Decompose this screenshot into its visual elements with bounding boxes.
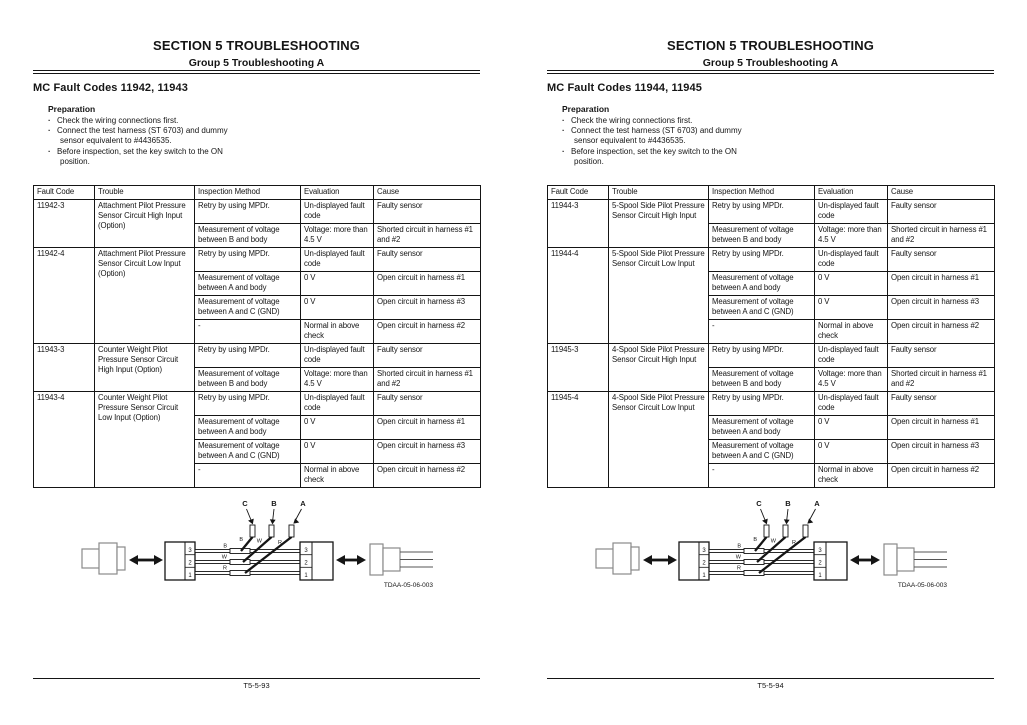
inspection-cell: Measurement of voltage between A and C (GND)	[195, 296, 301, 320]
inspection-cell: Measurement of voltage between A and C (GND)	[195, 440, 301, 464]
trouble-cell: Counter Weight Pilot Pressure Sensor Circuit Low Input (Option)	[95, 392, 195, 488]
list-item: · Before inspection, set the key switch to the ON	[561, 147, 781, 157]
list-item: · Check the wiring connections first.	[47, 116, 267, 126]
column-header: Inspection Method	[709, 186, 815, 200]
column-header: Evaluation	[815, 186, 888, 200]
trouble-cell: 5-Spool Side Pilot Pressure Sensor Circuit Low Input	[609, 248, 709, 344]
pin-label: 1	[702, 573, 706, 579]
column-header: Cause	[374, 186, 481, 200]
group-subtitle: Group 5 Troubleshooting A	[702, 57, 839, 69]
inspection-cell: -	[709, 320, 815, 344]
cause-cell: Faulty sensor	[374, 200, 481, 224]
probe-pointer-arrows	[761, 509, 816, 524]
cause-cell: Faulty sensor	[888, 248, 995, 272]
cause-cell: Faulty sensor	[888, 200, 995, 224]
cause-cell: Open circuit in harness #1	[888, 416, 995, 440]
wire-color-label: B	[737, 543, 741, 550]
evaluation-cell: 0 V	[815, 272, 888, 296]
footer-rule	[33, 678, 480, 679]
table-row	[548, 200, 995, 224]
wiring-diagram	[547, 492, 994, 592]
evaluation-cell: 0 V	[301, 416, 374, 440]
table-header-row	[548, 186, 995, 200]
fault-code-cell: 11945-3	[548, 344, 609, 392]
column-header: Trouble	[609, 186, 709, 200]
cause-cell: Open circuit in harness #1	[374, 416, 481, 440]
probe-label-b: B	[271, 499, 277, 508]
pin-label: 1	[818, 573, 822, 579]
double-arrow-icon	[129, 555, 163, 565]
list-item-continuation: sensor equivalent to #4436535.	[574, 136, 686, 146]
inspection-cell: Measurement of voltage between B and body	[709, 224, 815, 248]
cause-cell: Open circuit in harness #3	[888, 440, 995, 464]
list-item: · Check the wiring connections first.	[561, 116, 781, 126]
cause-cell: Open circuit in harness #2	[374, 464, 481, 488]
pin-label: 3	[304, 548, 308, 554]
fault-code-cell: 11943-4	[34, 392, 95, 488]
table-row	[34, 392, 481, 416]
evaluation-cell: Voltage: more than 4.5 V	[301, 224, 374, 248]
cause-cell: Open circuit in harness #3	[888, 296, 995, 320]
harness-connector-right	[370, 544, 400, 575]
manual-page-right	[514, 0, 1027, 725]
sensor-connector	[596, 543, 639, 574]
fault-code-cell: 11943-3	[34, 344, 95, 392]
inspection-cell: Retry by using MPDr.	[195, 344, 301, 368]
inspection-cell: Measurement of voltage between B and body	[195, 368, 301, 392]
group-subtitle: Group 5 Troubleshooting A	[188, 57, 325, 69]
fault-code-cell: 11944-3	[548, 200, 609, 248]
right-wires	[400, 552, 433, 567]
evaluation-cell: 0 V	[815, 296, 888, 320]
test-probes	[764, 525, 808, 537]
fault-code-cell: 11944-4	[548, 248, 609, 344]
trouble-cell: 4-Spool Side Pilot Pressure Sensor Circuit Low Input	[609, 392, 709, 488]
table-row	[34, 200, 481, 224]
figure-code: TDAA-05-06-003	[383, 582, 433, 589]
evaluation-cell: Un-displayed fault code	[301, 344, 374, 368]
double-arrow-icon	[336, 555, 366, 565]
pin-label: 3	[818, 548, 822, 554]
evaluation-cell: 0 V	[301, 440, 374, 464]
pin-label: 2	[188, 560, 192, 567]
table-row	[548, 344, 995, 368]
evaluation-cell: 0 V	[301, 296, 374, 320]
evaluation-cell: Voltage: more than 4.5 V	[815, 224, 888, 248]
pin-label: 3	[702, 548, 706, 554]
list-item: · Connect the test harness (ST 6703) and dummy	[47, 126, 267, 136]
probe-lead-lines	[241, 537, 292, 573]
wire-color-label: R	[278, 540, 282, 546]
evaluation-cell: Normal in above check	[815, 464, 888, 488]
table-header-row	[34, 186, 481, 200]
evaluation-cell: Un-displayed fault code	[815, 344, 888, 368]
table-row	[34, 248, 481, 272]
inspection-cell: Measurement of voltage between A and C (GND)	[709, 296, 815, 320]
inspection-cell: Measurement of voltage between B and body	[195, 224, 301, 248]
section-title: SECTION 5 TROUBLESHOOTING	[667, 38, 874, 53]
wiring-diagram	[33, 492, 480, 592]
trouble-cell: Attachment Pilot Pressure Sensor Circuit High Input (Option)	[95, 200, 195, 248]
manual-page-left	[0, 0, 513, 725]
trouble-cell: 5-Spool Side Pilot Pressure Sensor Circuit High Input	[609, 200, 709, 248]
cause-cell: Faulty sensor	[888, 344, 995, 368]
header-rule	[547, 70, 994, 74]
pin-label: 2	[702, 560, 706, 567]
figure-code: TDAA-05-06-003	[897, 582, 947, 589]
wire-color-label: W	[770, 538, 776, 545]
cause-cell: Open circuit in harness #1	[374, 272, 481, 296]
evaluation-cell: Voltage: more than 4.5 V	[815, 368, 888, 392]
test-probes	[250, 525, 294, 537]
list-item: · Before inspection, set the key switch to the ON	[47, 147, 267, 157]
table-row	[34, 344, 481, 368]
cause-cell: Shorted circuit in harness #1 and #2	[374, 368, 481, 392]
pin-label: 2	[818, 560, 822, 567]
column-header: Cause	[888, 186, 995, 200]
header-rule	[33, 70, 480, 74]
pin-label: 1	[304, 573, 308, 579]
table-row	[548, 248, 995, 272]
cause-cell: Open circuit in harness #2	[888, 464, 995, 488]
column-header: Evaluation	[301, 186, 374, 200]
cause-cell: Shorted circuit in harness #1 and #2	[888, 224, 995, 248]
evaluation-cell: Normal in above check	[301, 320, 374, 344]
fault-code-cell: 11942-3	[34, 200, 95, 248]
probe-pointer-arrows	[247, 509, 302, 524]
evaluation-cell: Voltage: more than 4.5 V	[301, 368, 374, 392]
cause-cell: Shorted circuit in harness #1 and #2	[888, 368, 995, 392]
evaluation-cell: Normal in above check	[301, 464, 374, 488]
evaluation-cell: 0 V	[301, 272, 374, 296]
section-title: SECTION 5 TROUBLESHOOTING	[153, 38, 360, 53]
list-item: · Connect the test harness (ST 6703) and dummy	[561, 126, 781, 136]
column-header: Inspection Method	[195, 186, 301, 200]
evaluation-cell: Un-displayed fault code	[815, 248, 888, 272]
fault-codes-heading: MC Fault Codes 11944, 11945	[547, 82, 702, 94]
list-item-continuation: position.	[60, 156, 90, 166]
footer-rule	[547, 678, 994, 679]
inspection-cell: Retry by using MPDr.	[709, 200, 815, 224]
fault-codes-heading: MC Fault Codes 11942, 11943	[33, 82, 188, 94]
cause-cell: Open circuit in harness #1	[888, 272, 995, 296]
cause-cell: Faulty sensor	[888, 392, 995, 416]
wire-color-label: B	[223, 543, 227, 550]
wire-color-label: R	[792, 540, 796, 546]
inspection-cell: Measurement of voltage between A and body	[709, 416, 815, 440]
column-header: Fault Code	[548, 186, 609, 200]
wire-color-label: R	[737, 565, 741, 572]
inspection-cell: Retry by using MPDr.	[195, 200, 301, 224]
fault-code-cell: 11945-4	[548, 392, 609, 488]
preparation-title: Preparation	[562, 104, 610, 114]
evaluation-cell: Normal in above check	[815, 320, 888, 344]
harness-connector-right	[884, 544, 914, 575]
inspection-cell: Measurement of voltage between A and C (GND)	[709, 440, 815, 464]
probe-label-c: C	[756, 499, 762, 508]
wire-color-label: W	[221, 554, 227, 561]
table-row	[548, 392, 995, 416]
wire-color-label: R	[223, 565, 227, 572]
fault-code-table	[33, 185, 481, 488]
cause-cell: Faulty sensor	[374, 248, 481, 272]
probe-label-b: B	[785, 499, 791, 508]
cause-cell: Open circuit in harness #2	[374, 320, 481, 344]
evaluation-cell: 0 V	[815, 440, 888, 464]
trouble-cell: Attachment Pilot Pressure Sensor Circuit Low Input (Option)	[95, 248, 195, 344]
probe-label-a: A	[814, 499, 820, 508]
trouble-cell: 4-Spool Side Pilot Pressure Sensor Circuit High Input	[609, 344, 709, 392]
inspection-cell: Retry by using MPDr.	[709, 392, 815, 416]
page-number: T5-5-93	[243, 681, 270, 690]
double-arrow-icon	[850, 555, 880, 565]
inspection-cell: -	[195, 320, 301, 344]
probe-label-a: A	[300, 499, 306, 508]
trouble-cell: Counter Weight Pilot Pressure Sensor Circuit High Input (Option)	[95, 344, 195, 392]
fault-code-cell: 11942-4	[34, 248, 95, 344]
cause-cell: Faulty sensor	[374, 344, 481, 368]
preparation-list	[47, 116, 267, 167]
evaluation-cell: Un-displayed fault code	[301, 392, 374, 416]
inspection-cell: -	[709, 464, 815, 488]
evaluation-cell: Un-displayed fault code	[815, 392, 888, 416]
list-item-continuation: position.	[574, 156, 604, 166]
inspection-cell: -	[195, 464, 301, 488]
cause-cell: Faulty sensor	[374, 392, 481, 416]
wire-color-label: B	[239, 537, 243, 543]
inspection-cell: Measurement of voltage between B and body	[709, 368, 815, 392]
evaluation-cell: Un-displayed fault code	[301, 248, 374, 272]
inspection-cell: Measurement of voltage between A and body	[195, 272, 301, 296]
double-arrow-icon	[643, 555, 677, 565]
cause-cell: Open circuit in harness #3	[374, 296, 481, 320]
inspection-cell: Retry by using MPDr.	[709, 248, 815, 272]
list-item-continuation: sensor equivalent to #4436535.	[60, 136, 172, 146]
pin-label: 1	[188, 573, 192, 579]
probe-lead-lines	[755, 537, 806, 573]
pin-label: 3	[188, 548, 192, 554]
right-wires	[914, 552, 947, 567]
inspection-cell: Retry by using MPDr.	[195, 392, 301, 416]
wire-color-label: B	[753, 537, 757, 543]
inspection-cell: Retry by using MPDr.	[195, 248, 301, 272]
cause-cell: Open circuit in harness #2	[888, 320, 995, 344]
evaluation-cell: Un-displayed fault code	[301, 200, 374, 224]
inspection-cell: Retry by using MPDr.	[709, 344, 815, 368]
preparation-title: Preparation	[48, 104, 96, 114]
cause-cell: Shorted circuit in harness #1 and #2	[374, 224, 481, 248]
column-header: Fault Code	[34, 186, 95, 200]
sensor-connector	[82, 543, 125, 574]
wire-color-label: W	[256, 538, 262, 545]
inspection-cell: Measurement of voltage between A and body	[709, 272, 815, 296]
inspection-cell: Measurement of voltage between A and body	[195, 416, 301, 440]
probe-label-c: C	[242, 499, 248, 508]
cause-cell: Open circuit in harness #3	[374, 440, 481, 464]
pin-label: 2	[304, 560, 308, 567]
evaluation-cell: 0 V	[815, 416, 888, 440]
fault-code-table	[547, 185, 995, 488]
evaluation-cell: Un-displayed fault code	[815, 200, 888, 224]
wire-color-label: W	[735, 554, 741, 561]
preparation-list	[561, 116, 781, 167]
column-header: Trouble	[95, 186, 195, 200]
page-number: T5-5-94	[757, 681, 784, 690]
